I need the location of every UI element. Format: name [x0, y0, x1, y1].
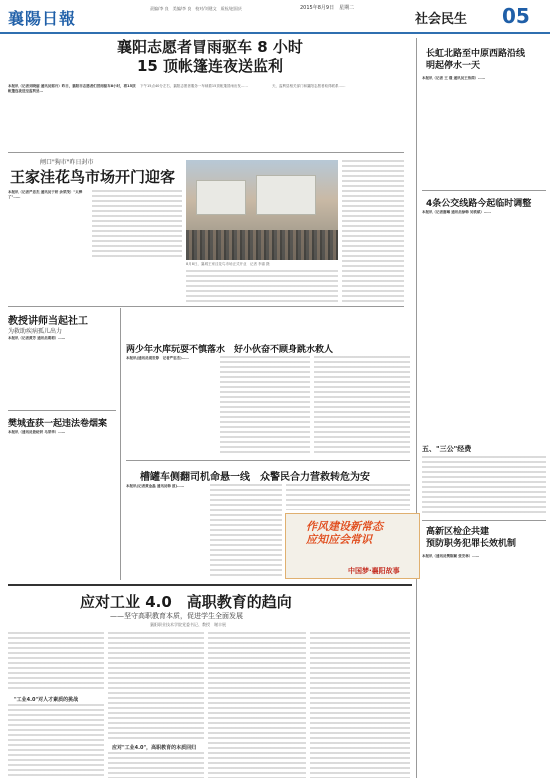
three-public-headline: 五、"三公"经费: [422, 445, 472, 453]
education-headline: 应对工业 4.0 高职教育的趋向: [80, 593, 292, 611]
masthead-meta: 责编/李 良 美编/李 良 校对/刘建文 质检/赵国庆: [150, 6, 242, 11]
main-story-col2: [140, 84, 268, 150]
text-lines: [314, 356, 410, 456]
crowd-shape: [186, 230, 338, 260]
main-headline-line2: 15 顶帐篷连夜送监利: [136, 57, 284, 75]
banner-title-line1: 作风建设新常态: [306, 520, 383, 533]
market-photo-caption: 8月8日，襄城王家洼花鸟市场正式开业 记者 李嘉 摄: [186, 262, 270, 266]
main-story-col1: [8, 84, 136, 150]
edu-section-a: "工业4.0"对人才素质的挑战: [14, 697, 79, 703]
text-lines: [8, 704, 104, 778]
edu-col1-bottom: [8, 704, 104, 778]
divider: [422, 520, 546, 521]
text-lines: [220, 356, 310, 456]
text-lines: [8, 632, 104, 692]
divider: [422, 190, 546, 191]
text-lines: [208, 632, 306, 778]
market-byline: 本报讯（记者严忠杰 通讯员于妍 余荣茂）"太棒了"……: [8, 190, 83, 199]
ticket-headline: 樊城查获一起违法卷烟案: [8, 419, 108, 429]
teacher-headline: 教授讲师当起社工: [8, 316, 88, 327]
edu-col2-top: [108, 632, 204, 740]
rescue-col1: [126, 356, 216, 456]
divider: [8, 152, 404, 153]
tanker-col1: [126, 484, 206, 578]
text-lines: [186, 270, 338, 304]
market-story-col3: [186, 270, 338, 304]
banner-title: [306, 520, 383, 546]
divider: [8, 410, 116, 411]
banner-slogan: 中国梦·襄阳故事: [348, 567, 400, 575]
text-lines: [210, 484, 282, 578]
water-cut-headline-line2: 明起停水一天: [426, 61, 481, 71]
hitech-body: [422, 554, 546, 776]
market-photo: [186, 160, 338, 260]
edu-section-b: 应对"工业4.0"，高职教育的本质回归: [112, 745, 197, 751]
market-story-col1: [8, 190, 88, 260]
edu-col4: [310, 632, 410, 778]
edu-col1-top: [8, 632, 104, 692]
education-credit: 襄阳职业技术学院党委书记、教授 谢丰展: [150, 622, 226, 627]
section-title: 社会民生: [415, 12, 468, 27]
hitech-headline-line2: 预防职务犯罪长效机制: [426, 539, 517, 549]
teacher-byline: 本报讯（记者黄芳 通讯员葛莉）……: [8, 336, 66, 340]
market-headline: 王家洼花鸟市场开门迎客: [10, 168, 176, 186]
rescue-col3: [314, 356, 410, 456]
tanker-headline: 槽罐车侧翻司机命悬一线 众警民合力营救转危为安: [140, 472, 370, 483]
text-lines: [108, 752, 204, 778]
main-story-byline: 本报讯（记者刘晓丽 通讯员郭丹）昨日，襄阳市志愿者们冒雨驱车8小时，将15顶帐篷连夜送至监利县…: [8, 84, 136, 93]
rescue-byline: 本报讯(通讯员胡世铮 记者严忠杰)……: [126, 356, 189, 360]
tent-shape: [196, 180, 246, 215]
tanker-col2: [210, 484, 282, 578]
divider: [8, 306, 404, 307]
text-lines: [342, 160, 404, 304]
teacher-subhead: 为救助疾病孤儿出力: [8, 328, 63, 335]
ticket-body: [8, 430, 116, 580]
main-headline: [20, 38, 400, 76]
edu-col2-bottom: [108, 752, 204, 778]
banner-text: [290, 552, 350, 570]
water-cut-headline: [426, 48, 525, 72]
text-lines: [422, 456, 546, 516]
main-headline-line1: 襄阳志愿者冒雨驱车 8 小时: [117, 38, 303, 56]
three-public-body: [422, 456, 546, 516]
market-story-col4: [342, 160, 404, 304]
ticket-byline: 本报讯（通讯员聂纺妍 马荣华）……: [8, 430, 66, 434]
hitech-headline: [426, 526, 516, 550]
education-subhead: ——坚守高职教育本质，促进学生全面发展: [110, 612, 243, 620]
page-number: 05: [502, 4, 530, 28]
column-divider: [416, 38, 417, 778]
text-lines: [310, 632, 410, 778]
bus-headline: 4条公交线路今起临时调整: [426, 199, 532, 209]
water-cut-byline: 本报讯（记者 王 璟 通讯员王伟茵）……: [422, 76, 486, 80]
banner-title-line2: 应知应会常识: [306, 533, 372, 546]
main-story-col3-text: 天，监利县相关部门和襄阳志愿者取得联系……: [272, 84, 346, 88]
style-campaign-banner: [285, 513, 420, 579]
rescue-col2: [220, 356, 310, 456]
hitech-byline: 本报讯（通讯员樊陈颖 张安林）……: [422, 554, 480, 558]
water-cut-headline-line1: 长虹北路至中原西路沿线: [426, 49, 526, 59]
masthead: [0, 0, 550, 34]
market-story-col2: [92, 190, 182, 260]
text-lines: [290, 552, 350, 570]
column-divider: [120, 308, 121, 580]
hitech-headline-line1: 高新区检企共建: [426, 527, 490, 537]
water-cut-body: [422, 76, 546, 186]
tanker-byline: 本报讯(记者黄金磊 通讯员韩 波)……: [126, 484, 185, 488]
main-story-col2-text: 下午15点40分左右，襄阳志愿者服务一车载着15顶帐篷冒雨出发……: [140, 84, 248, 88]
tent-shape: [256, 175, 316, 215]
edu-col3: [208, 632, 306, 778]
issue-date: 2015年8月9日 星期二: [300, 5, 355, 11]
tanker-col3: [286, 484, 410, 510]
main-story-col3: [272, 84, 402, 150]
market-kicker: 闸口"狗市"昨日封市: [40, 159, 94, 166]
text-lines: [286, 484, 410, 510]
bus-byline: 本报讯（记者谢琳 通讯员徐韩 吴轶斌）……: [422, 210, 491, 214]
teacher-body: [8, 336, 116, 406]
rescue-headline: 两少年水库玩耍不慎落水 好小伙奋不顾身跳水救人: [126, 345, 334, 355]
text-lines: [92, 190, 182, 260]
divider: [8, 584, 412, 586]
newspaper-logo: 襄陽日報: [8, 9, 77, 28]
bus-body: [422, 210, 546, 440]
text-lines: [108, 632, 204, 740]
divider: [126, 460, 410, 461]
